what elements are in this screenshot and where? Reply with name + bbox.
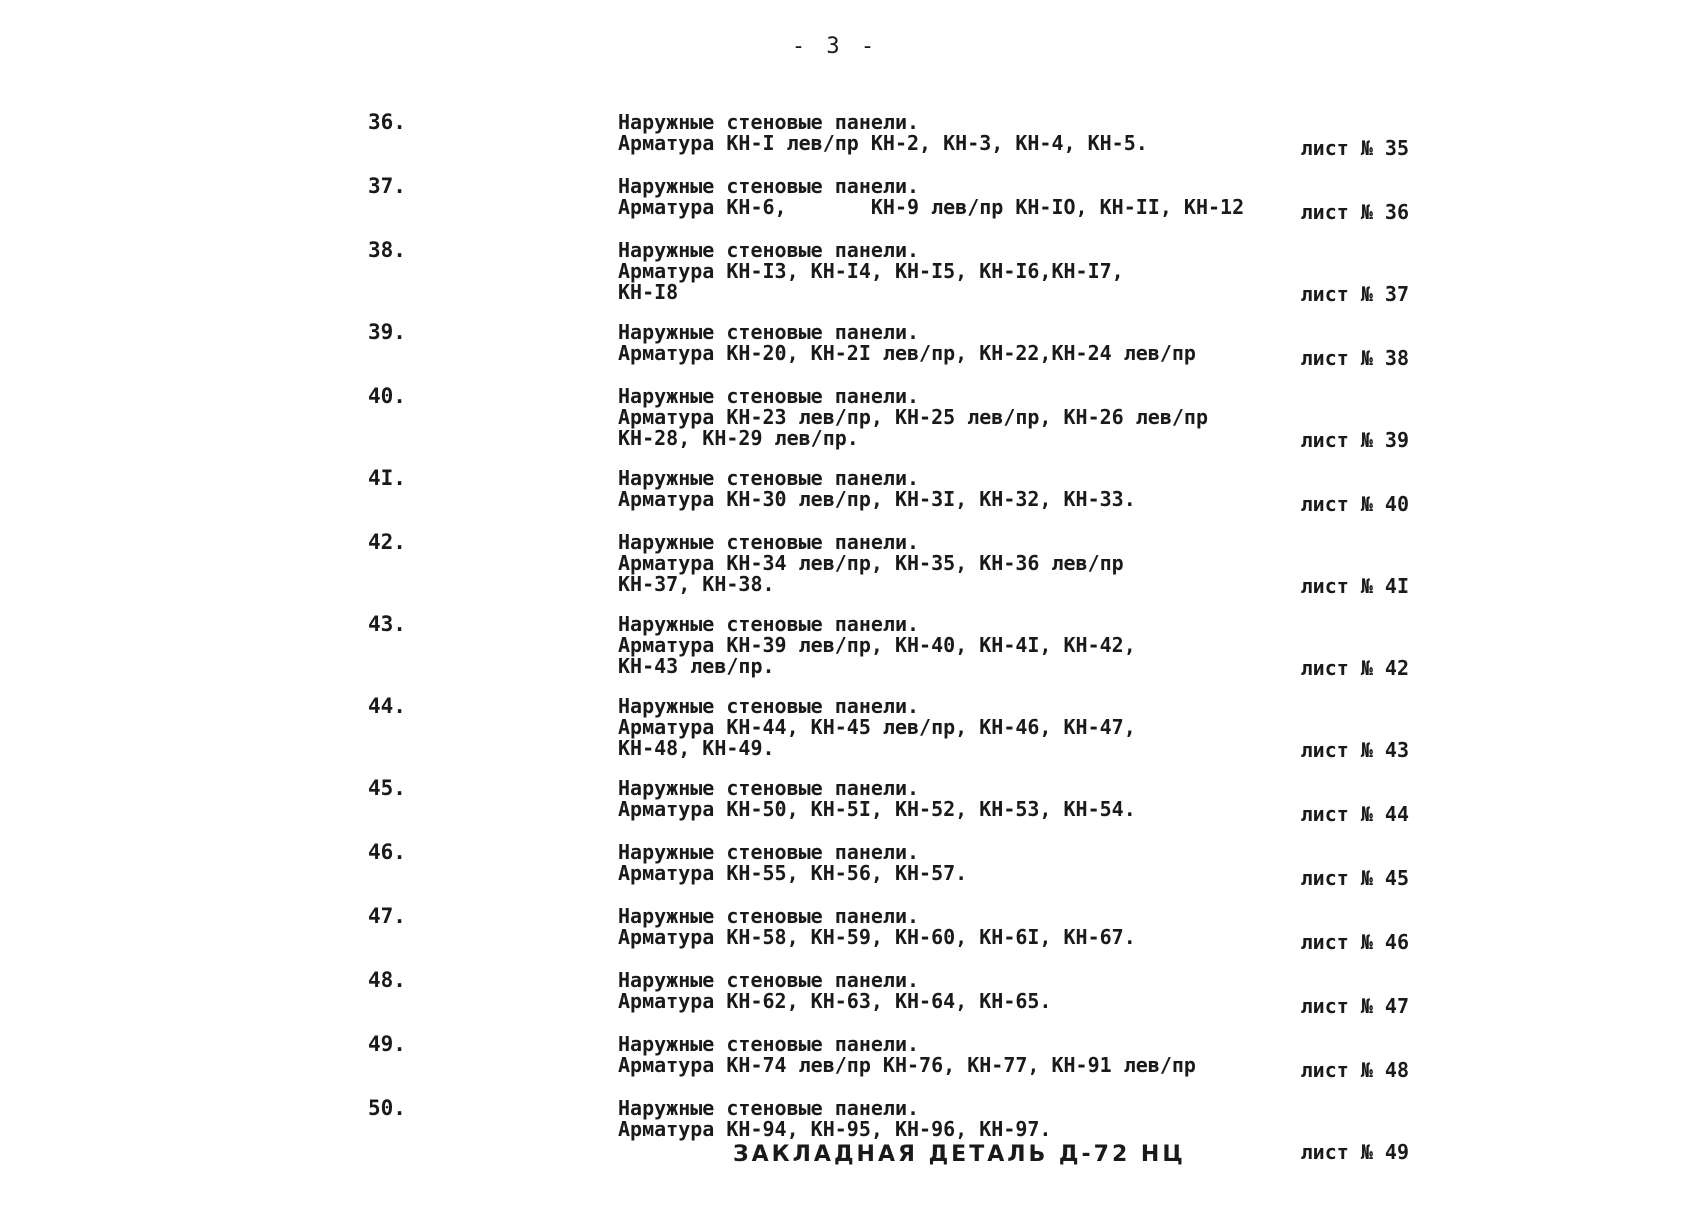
sheet-reference: лист № 4I: [1300, 574, 1409, 598]
description-line: Арматура КН-50, КН-5I, КН-52, КН-53, КН-54.: [618, 797, 1136, 821]
item-number: 50.: [368, 1096, 406, 1120]
item-description: [618, 468, 1238, 510]
sheet-reference: лист № 46: [1300, 930, 1409, 954]
list-item: [0, 610, 1705, 684]
description-line: Арматура КН-55, КН-56, КН-57.: [618, 861, 968, 885]
description-line: Арматура КН-58, КН-59, КН-60, КН-6I, КН-67.: [618, 925, 1136, 949]
description-line: Наружные стеновые панели.: [618, 840, 920, 864]
list-item: [0, 1094, 1705, 1168]
description-line: Наружные стеновые панели.: [618, 466, 920, 490]
item-number: 47.: [368, 904, 406, 928]
item-number: 43.: [368, 612, 406, 636]
description-line: Арматура КН-I3, КН-I4, КН-I5, КН-I6,КН-I7,: [618, 259, 1124, 283]
item-description: [618, 1034, 1238, 1076]
description-line: Арматура КН-23 лев/пр, КН-25 лев/пр, КН-26 лев/пр: [618, 405, 1209, 429]
description-line: Наружные стеновые панели.: [618, 174, 920, 198]
description-line: Арматура КН-44, КН-45 лев/пр, КН-46, КН-47,: [618, 715, 1136, 739]
sheet-reference: лист № 44: [1300, 802, 1409, 826]
handwritten-note: ЗАКЛАДНАЯ ДЕТАЛЬ Д-72 НЦ: [733, 1142, 1186, 1167]
sheet-reference: лист № 35: [1300, 136, 1409, 160]
item-number: 4I.: [368, 466, 406, 490]
sheet-reference: лист № 38: [1300, 346, 1409, 370]
list-item: [0, 528, 1705, 602]
sheet-reference: лист № 39: [1300, 428, 1409, 452]
item-number: 38.: [368, 238, 406, 262]
description-line: Арматура КН-94, КН-95, КН-96, КН-97.: [618, 1117, 1052, 1141]
description-line: Наружные стеновые панели.: [618, 612, 920, 636]
description-line: Арматура КН-20, КН-2I лев/пр, КН-22,КН-24 лев/пр: [618, 341, 1196, 365]
item-number: 37.: [368, 174, 406, 198]
contents-list: [0, 108, 1705, 1176]
item-description: [618, 1098, 1238, 1165]
item-description: [618, 112, 1238, 154]
description-line: Арматура КН-39 лев/пр, КН-40, КН-4I, КН-42,: [618, 633, 1136, 657]
description-line: Арматура КН-30 лев/пр, КН-3I, КН-32, КН-33.: [618, 487, 1136, 511]
item-description: [618, 696, 1238, 759]
description-line: Наружные стеновые панели.: [618, 530, 920, 554]
item-number: 48.: [368, 968, 406, 992]
sheet-reference: лист № 47: [1300, 994, 1409, 1018]
description-line: Наружные стеновые панели.: [618, 904, 920, 928]
item-description: [618, 614, 1238, 677]
item-description: [618, 906, 1238, 948]
description-line: Наружные стеновые панели.: [618, 110, 920, 134]
item-number: 36.: [368, 110, 406, 134]
description-line: КН-48, КН-49.: [618, 736, 775, 760]
list-item: [0, 382, 1705, 456]
item-description: [618, 778, 1238, 820]
description-line: Арматура КН-34 лев/пр, КН-35, КН-36 лев/пр: [618, 551, 1124, 575]
description-line: Арматура КН-6, КН-9 лев/пр КН-IO, КН-II, КН-12: [618, 195, 1245, 219]
item-number: 42.: [368, 530, 406, 554]
description-line: Наружные стеновые панели.: [618, 320, 920, 344]
description-line: КН-28, КН-29 лев/пр.: [618, 426, 859, 450]
list-item: [0, 318, 1705, 374]
description-line: Наружные стеновые панели.: [618, 1096, 920, 1120]
sheet-reference: лист № 36: [1300, 200, 1409, 224]
item-number: 45.: [368, 776, 406, 800]
description-line: КН-I8: [618, 280, 679, 304]
description-line: Наружные стеновые панели.: [618, 1032, 920, 1056]
list-item: [0, 902, 1705, 958]
description-line: Наружные стеновые панели.: [618, 776, 920, 800]
sheet-reference: лист № 45: [1300, 866, 1409, 890]
sheet-reference: лист № 42: [1300, 656, 1409, 680]
description-line: Наружные стеновые панели.: [618, 238, 920, 262]
description-line: Наружные стеновые панели.: [618, 694, 920, 718]
sheet-reference: лист № 48: [1300, 1058, 1409, 1082]
list-item: [0, 838, 1705, 894]
page-number: - 3 -: [791, 34, 879, 59]
sheet-reference: лист № 49: [1300, 1140, 1409, 1164]
description-line: Наружные стеновые панели.: [618, 968, 920, 992]
item-description: [618, 970, 1238, 1012]
description-line: Арматура КН-74 лев/пр КН-76, КН-77, КН-91 лев/пр: [618, 1053, 1196, 1077]
description-line: Арматура КН-I лев/пр КН-2, КН-3, КН-4, КН-5.: [618, 131, 1148, 155]
item-description: [618, 240, 1238, 303]
list-item: [0, 464, 1705, 520]
item-number: 49.: [368, 1032, 406, 1056]
item-description: [618, 532, 1238, 595]
item-number: 44.: [368, 694, 406, 718]
list-item: [0, 966, 1705, 1022]
item-number: 40.: [368, 384, 406, 408]
list-item: [0, 1030, 1705, 1086]
sheet-reference: лист № 43: [1300, 738, 1409, 762]
item-number: 39.: [368, 320, 406, 344]
item-description: [618, 386, 1238, 449]
sheet-reference: лист № 37: [1300, 282, 1409, 306]
description-line: Наружные стеновые панели.: [618, 384, 920, 408]
list-item: [0, 774, 1705, 830]
item-description: [618, 174, 1245, 219]
list-item: [0, 236, 1705, 310]
description-line: КН-37, КН-38.: [618, 572, 775, 596]
item-description: [618, 842, 1238, 884]
list-item: [0, 108, 1705, 164]
list-item: [0, 692, 1705, 766]
item-description: [618, 322, 1238, 364]
list-item: [0, 172, 1705, 228]
description-line: Арматура КН-62, КН-63, КН-64, КН-65.: [618, 989, 1052, 1013]
description-line: КН-43 лев/пр.: [618, 654, 775, 678]
item-number: 46.: [368, 840, 406, 864]
sheet-reference: лист № 40: [1300, 492, 1409, 516]
